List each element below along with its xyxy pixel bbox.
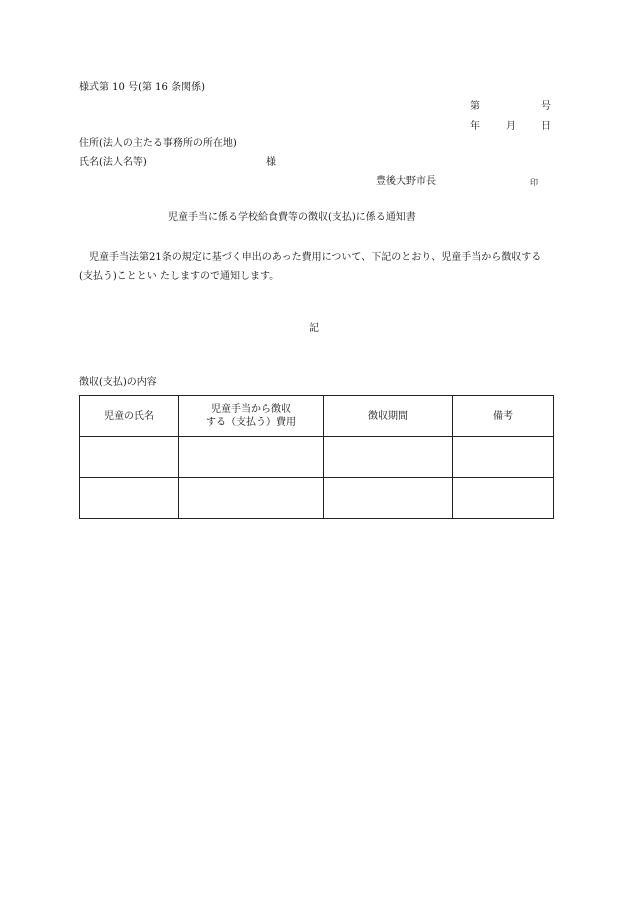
seal-mark: 印 bbox=[530, 178, 538, 187]
honorific: 様 bbox=[266, 157, 276, 168]
note-heading: 記 bbox=[309, 323, 319, 334]
header-child-name bbox=[80, 396, 179, 437]
header-child-name-text: 児童の氏名 bbox=[104, 410, 154, 422]
table-caption: 徴収(支払)の内容 bbox=[79, 377, 157, 388]
header-period bbox=[324, 396, 453, 437]
table-row bbox=[80, 437, 554, 478]
name-label: 氏名(法人名等) bbox=[79, 157, 147, 168]
header-remarks-text: 備考 bbox=[493, 410, 513, 422]
table-header-row bbox=[80, 396, 554, 437]
address-label: 住所(法人の主たる事務所の所在地) bbox=[79, 138, 237, 149]
header-fee-line2: する（支払う）費用 bbox=[206, 417, 296, 428]
body-paragraph: 児童手当法第21条の規定に基づく申出のあった費用について、下記のとおり、児童手当から徴収する(支払う)こととい たしますので通知します。 bbox=[79, 252, 542, 282]
table-cell bbox=[324, 437, 453, 478]
issuer-title: 豊後大野市長 bbox=[376, 176, 436, 187]
header-fee-amount bbox=[179, 396, 324, 437]
table-cell bbox=[179, 478, 324, 519]
table-cell bbox=[453, 478, 554, 519]
table-cell bbox=[179, 437, 324, 478]
doc-number-suffix: 号 bbox=[541, 101, 551, 112]
document-title: 児童手当に係る学校給食費等の徴収(支払)に係る通知書 bbox=[168, 212, 416, 223]
table-cell bbox=[324, 478, 453, 519]
date-year: 年 bbox=[470, 121, 480, 132]
date-day: 日 bbox=[541, 121, 551, 132]
table-cell bbox=[80, 437, 179, 478]
doc-number-prefix: 第 bbox=[470, 101, 480, 112]
date-month: 月 bbox=[506, 121, 516, 132]
table-cell bbox=[80, 478, 179, 519]
content-table bbox=[79, 395, 554, 519]
table-row bbox=[80, 478, 554, 519]
form-number: 様式第 10 号(第 16 条関係) bbox=[79, 82, 205, 93]
header-period-text: 徴収期間 bbox=[368, 410, 408, 422]
header-remarks bbox=[453, 396, 554, 437]
table-cell bbox=[453, 437, 554, 478]
header-fee-line1: 児童手当から徴収 bbox=[211, 404, 291, 415]
